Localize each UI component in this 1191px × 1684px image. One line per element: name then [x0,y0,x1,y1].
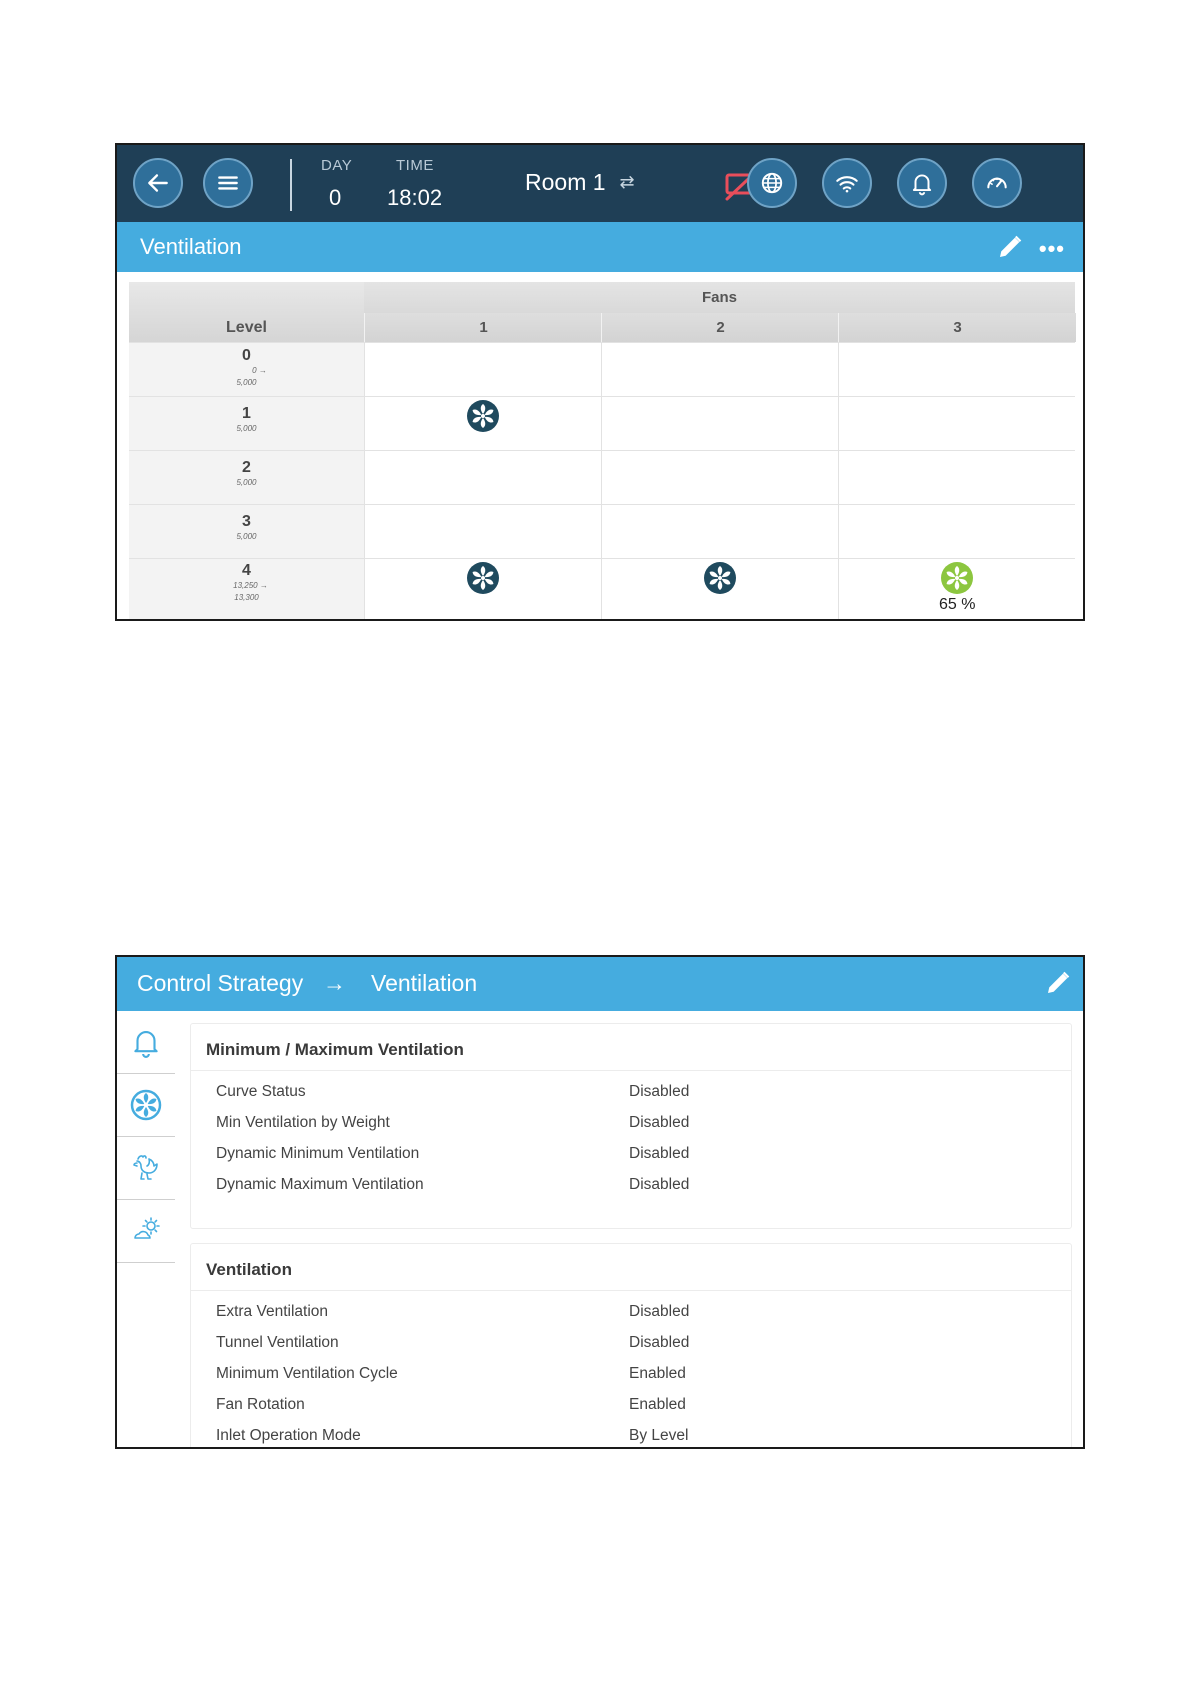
section-divider [191,1070,1071,1071]
fan-cell[interactable] [601,451,839,505]
setting-label: Tunnel Ventilation [216,1334,339,1351]
weather-icon [129,1214,163,1248]
setting-value: Disabled [629,1303,690,1320]
fan-on-icon [466,399,500,433]
level-range-start: 13,250 → [233,581,268,590]
table-row[interactable] [129,342,1075,397]
list-item[interactable] [216,1303,1056,1333]
level-range-end: 5,000 [236,478,257,487]
level-range-end: 5,000 [236,532,257,541]
fan-cell[interactable] [364,505,602,559]
room-name: Room 1 [525,169,606,195]
gauge-icon [984,170,1010,196]
room-selector[interactable] [525,169,635,196]
level-range-end: 5,000 [236,424,257,433]
section-title: Ventilation [206,1260,292,1279]
fan-cell[interactable] [364,451,602,505]
sidebar-item-alarms[interactable] [117,1011,175,1074]
setting-value: Enabled [629,1396,686,1413]
wifi-icon [834,170,860,196]
fan-column-2: 2 [601,313,839,342]
setting-value: Disabled [629,1114,690,1131]
level-number: 4 [242,562,251,579]
min-max-ventilation-section [190,1023,1072,1229]
level-number: 2 [242,459,251,476]
setting-label: Dynamic Minimum Ventilation [216,1145,420,1162]
room-switch-icon: ⇄ [619,172,635,192]
list-item[interactable] [216,1365,1056,1395]
setting-label: Dynamic Maximum Ventilation [216,1176,424,1193]
level-cell [129,505,364,559]
list-item[interactable] [216,1145,1056,1175]
fan-cell[interactable] [838,451,1076,505]
fan-cell[interactable] [601,505,839,559]
level-cell [129,559,364,619]
setting-value: Disabled [629,1176,690,1193]
ventilation-section [190,1243,1072,1449]
bell-icon [129,1025,163,1059]
sidebar-item-birds[interactable] [117,1137,175,1200]
section-divider [191,1290,1071,1291]
setting-value: By Level [629,1427,689,1444]
breadcrumb [117,957,1083,1011]
globe-button[interactable] [747,158,797,208]
list-item[interactable] [216,1083,1056,1113]
page-title: Ventilation [140,234,242,259]
more-options-button[interactable]: ••• [1038,236,1065,261]
fan-cell[interactable] [838,559,1076,619]
table-row[interactable] [129,504,1075,559]
fan-column-1: 1 [364,313,602,342]
list-item[interactable] [216,1427,1056,1449]
back-arrow-icon [145,170,171,196]
menu-icon [215,170,241,196]
rooster-icon [129,1151,163,1185]
fan-cell[interactable] [364,559,602,619]
list-item[interactable] [216,1176,1056,1206]
level-number: 1 [242,405,251,422]
level-cell [129,451,364,505]
globe-icon [759,170,785,196]
fan-cell[interactable] [601,559,839,619]
fan-cell[interactable] [364,397,602,451]
fans-header: Fans [364,282,1075,314]
setting-value: Disabled [629,1334,690,1351]
level-column-header [129,282,364,342]
setting-label: Fan Rotation [216,1396,305,1413]
level-cell [129,397,364,451]
setting-label: Curve Status [216,1083,306,1100]
breadcrumb-current: Ventilation [371,970,478,996]
fan-cell[interactable] [838,343,1076,397]
level-number: 3 [242,513,251,530]
level-header-label: Level [226,319,267,336]
ventilation-levels-screen [115,143,1085,621]
edit-pencil-icon[interactable] [1043,968,1073,998]
level-cell [129,343,364,397]
setting-label: Extra Ventilation [216,1303,329,1320]
level-range-end: 13,300 [234,593,259,602]
level-range-start: 0 → [252,366,267,375]
table-row[interactable] [129,396,1075,451]
fan-cell[interactable] [364,343,602,397]
table-row[interactable] [129,450,1075,505]
setting-value: Enabled [629,1365,686,1382]
time-value: 18:02 [387,185,443,210]
level-range-end: 5,000 [236,378,257,387]
control-strategy-screen [115,955,1085,1449]
section-title: Minimum / Maximum Ventilation [206,1040,464,1059]
list-item[interactable] [216,1114,1056,1144]
sidebar-item-ventilation[interactable] [117,1074,175,1137]
setting-label: Minimum Ventilation Cycle [216,1365,398,1382]
breadcrumb-parent[interactable]: Control Strategy [137,970,304,996]
fan-cell[interactable] [601,343,839,397]
fan-on-icon [466,561,500,595]
category-sidebar [117,1011,175,1449]
time-label: TIME [396,157,434,174]
header-divider [290,159,292,211]
menu-button[interactable] [203,158,253,208]
fan-cell[interactable] [838,505,1076,559]
fan-icon [129,1088,163,1122]
back-button[interactable] [133,158,183,208]
fan-column-3: 3 [838,313,1076,342]
fan-on-icon [703,561,737,595]
top-status-bar [117,145,1083,222]
list-item[interactable] [216,1334,1056,1364]
day-label: DAY [321,157,353,174]
setting-label: Min Ventilation by Weight [216,1114,390,1131]
fan-cell[interactable] [601,397,839,451]
sidebar-item-weather[interactable] [117,1200,175,1263]
setting-value: Disabled [629,1083,690,1100]
fan-speed-percent: 65 % [939,596,976,613]
edit-pencil-icon[interactable] [995,232,1025,262]
day-value: 0 [329,185,342,210]
bell-icon [909,170,935,196]
breadcrumb-arrow-icon: → [323,970,346,996]
page-title-bar [117,222,1083,272]
setting-value: Disabled [629,1145,690,1162]
level-number: 0 [242,347,251,364]
table-row[interactable] [129,558,1075,619]
list-item[interactable] [216,1396,1056,1426]
fan-cell[interactable] [838,397,1076,451]
wifi-button[interactable] [822,158,872,208]
alarms-button[interactable] [897,158,947,208]
setting-label: Inlet Operation Mode [216,1427,361,1444]
dashboard-button[interactable] [972,158,1022,208]
fan-variable-icon [940,561,974,595]
